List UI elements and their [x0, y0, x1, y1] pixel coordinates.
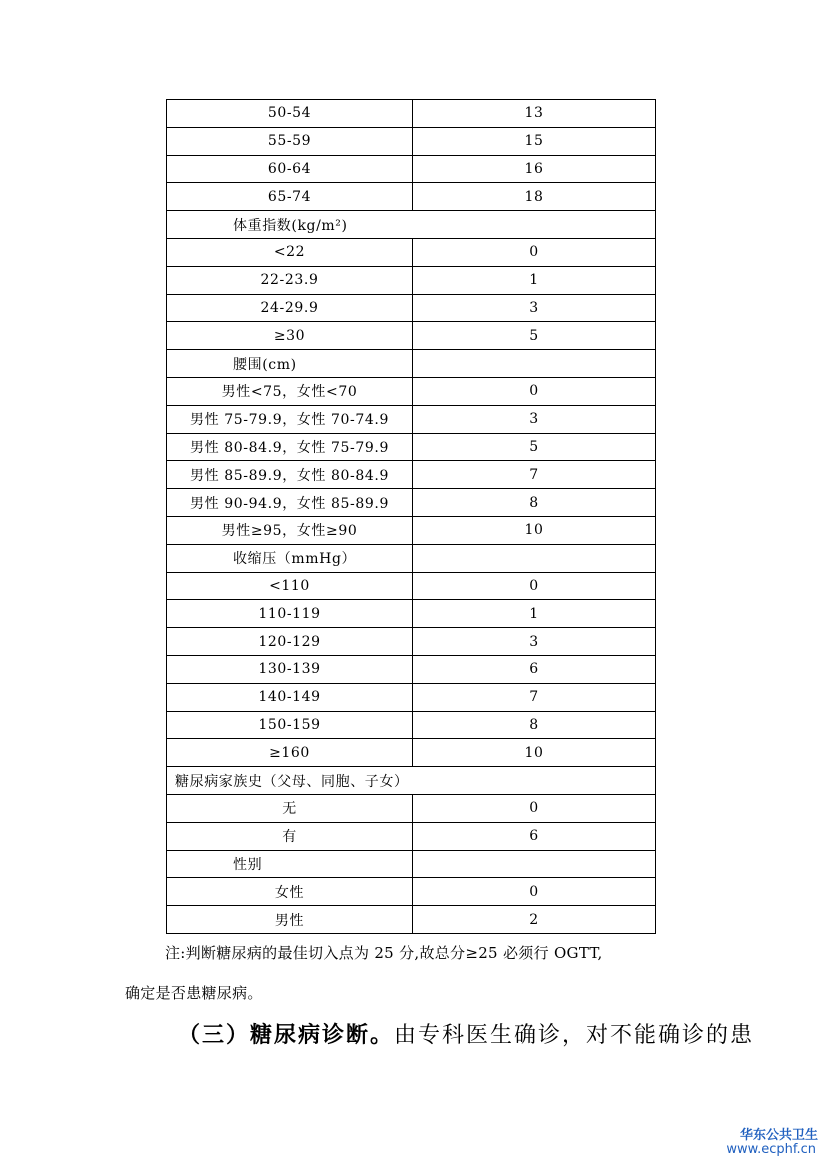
empty-cell: [413, 850, 656, 878]
row-label: 55-59: [167, 127, 413, 155]
row-label: ≥30: [167, 322, 413, 350]
table-row: [167, 739, 656, 767]
section-label: 腰围(cm): [167, 350, 413, 378]
table-note: 注:判断糖尿病的最佳切入点为 25 分,故总分≥25 必须行 OGTT,: [165, 944, 603, 962]
row-score: 10: [413, 516, 656, 544]
row-score: 0: [413, 878, 656, 906]
row-label: 男性 75-79.9，女性 70-74.9: [167, 405, 413, 433]
table-row: [167, 878, 656, 906]
row-score: 16: [413, 155, 656, 183]
row-score: 3: [413, 405, 656, 433]
row-label: ≥160: [167, 739, 413, 767]
table-row: [167, 794, 656, 822]
row-label: 110-119: [167, 600, 413, 628]
row-score: 6: [413, 655, 656, 683]
row-label: 男性 80-84.9，女性 75-79.9: [167, 433, 413, 461]
row-label: 无: [167, 794, 413, 822]
table-row: [167, 377, 656, 405]
row-score: 13: [413, 100, 656, 128]
row-label: 130-139: [167, 655, 413, 683]
watermark-name: 华东公共卫生: [739, 1128, 818, 1143]
table-row: [167, 266, 656, 294]
section-label: 糖尿病家族史（父母、同胞、子女）: [167, 767, 656, 795]
table-row: [167, 433, 656, 461]
row-label: 男性<75，女性<70: [167, 377, 413, 405]
section-body-text: 由专科医生确诊，对不能确诊的患: [394, 1023, 755, 1048]
row-label: 24-29.9: [167, 294, 413, 322]
row-label: 男性: [167, 906, 413, 934]
row-score: 8: [413, 489, 656, 517]
row-label: 120-129: [167, 628, 413, 656]
table-section-row: [167, 544, 656, 572]
section-label: 体重指数(kg/m²): [167, 211, 656, 239]
row-score: 5: [413, 322, 656, 350]
table-row: [167, 711, 656, 739]
table-row: [167, 655, 656, 683]
table-row: [167, 405, 656, 433]
row-score: 1: [413, 266, 656, 294]
table-row: [167, 100, 656, 128]
row-label: 60-64: [167, 155, 413, 183]
empty-cell: [413, 350, 656, 378]
table-row: [167, 683, 656, 711]
table-row: [167, 572, 656, 600]
row-label: <110: [167, 572, 413, 600]
row-score: 3: [413, 294, 656, 322]
table-row: [167, 322, 656, 350]
table-row: [167, 516, 656, 544]
table-row: [167, 822, 656, 850]
table-body: [167, 100, 656, 934]
table-section-row: [167, 850, 656, 878]
section-label: 收缩压（mmHg）: [167, 544, 413, 572]
table-section-row: [167, 350, 656, 378]
row-label: 50-54: [167, 100, 413, 128]
row-score: 7: [413, 461, 656, 489]
table-row: [167, 238, 656, 266]
table-row: [167, 294, 656, 322]
row-score: 3: [413, 628, 656, 656]
row-label: 140-149: [167, 683, 413, 711]
row-label: 男性≥95，女性≥90: [167, 516, 413, 544]
row-score: 2: [413, 906, 656, 934]
section-heading-line: [178, 1018, 754, 1049]
table-row: [167, 600, 656, 628]
score-table: [166, 99, 656, 934]
row-score: 8: [413, 711, 656, 739]
row-score: 0: [413, 238, 656, 266]
row-score: 0: [413, 572, 656, 600]
table-section-row: [167, 767, 656, 795]
row-label: 有: [167, 822, 413, 850]
row-score: 15: [413, 127, 656, 155]
table-row: [167, 127, 656, 155]
row-label: 男性 90-94.9，女性 85-89.9: [167, 489, 413, 517]
row-score: 0: [413, 794, 656, 822]
row-label: 女性: [167, 878, 413, 906]
table-row: [167, 461, 656, 489]
row-score: 7: [413, 683, 656, 711]
empty-cell: [413, 544, 656, 572]
table-section-row: [167, 211, 656, 239]
section-label: 性别: [167, 850, 413, 878]
row-label: 65-74: [167, 183, 413, 211]
row-label: 22-23.9: [167, 266, 413, 294]
row-score: 10: [413, 739, 656, 767]
section-heading: （三）糖尿病诊断。: [178, 1022, 395, 1048]
row-score: 6: [413, 822, 656, 850]
table-row: [167, 906, 656, 934]
row-label: 男性 85-89.9，女性 80-84.9: [167, 461, 413, 489]
table-row: [167, 155, 656, 183]
row-label: <22: [167, 238, 413, 266]
table-row: [167, 183, 656, 211]
row-score: 0: [413, 377, 656, 405]
table-note-continuation: 确定是否患糖尿病。: [125, 984, 263, 1002]
table-row: [167, 628, 656, 656]
row-score: 5: [413, 433, 656, 461]
watermark-url: www.ecphf.cn: [726, 1142, 816, 1157]
table-row: [167, 489, 656, 517]
row-score: 18: [413, 183, 656, 211]
row-label: 150-159: [167, 711, 413, 739]
row-score: 1: [413, 600, 656, 628]
